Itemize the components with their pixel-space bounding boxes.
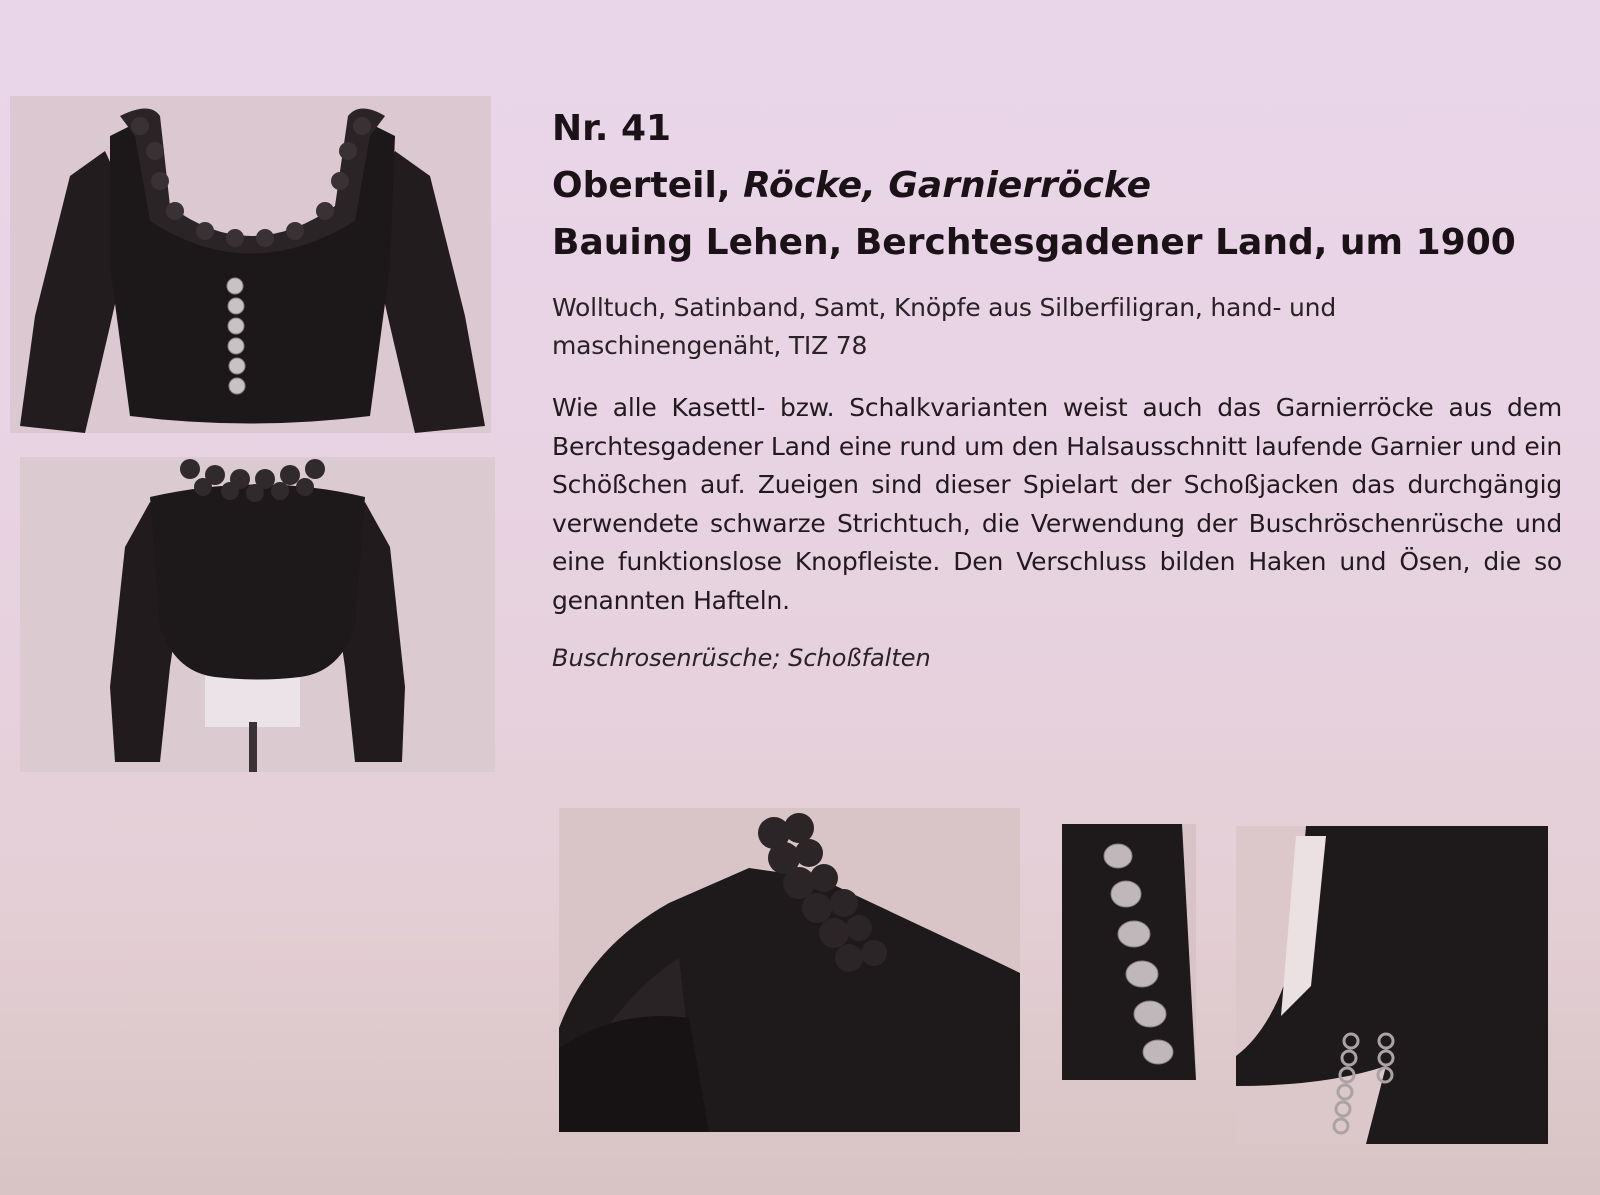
entry-number: Nr. 41 bbox=[552, 108, 672, 149]
photo-button-detail bbox=[1062, 824, 1196, 1080]
jacket-back-image bbox=[20, 457, 495, 772]
entry-title bbox=[552, 157, 1562, 214]
description-text: Wie alle Kasettl- bzw. Schalkvarianten weist auch das Garnierröcke aus dem Berchtesgadener Land eine rund um den Halsausschnitt laufende Garnier und ein Schößchen auf. Zueigen sind dieser Spielart der Schoßjacken das durchgängig verwendete schwarze Strichtuch, die Verwendung der Buschröschenrüsche und eine funktionslose Knopfleiste. Den Verschluss bilden Haken und Ösen, die so genannten Hafteln. bbox=[552, 393, 1562, 615]
photo-jacket-front bbox=[10, 96, 491, 433]
materials-text: Wolltuch, Satinband, Samt, Knöpfe aus Silberfiligran, hand- und maschinengenäht, TIZ 78 bbox=[552, 293, 1336, 360]
title-plain: Oberteil, bbox=[552, 165, 731, 206]
jacket-front-image bbox=[10, 96, 491, 433]
catalog-entry bbox=[552, 100, 1562, 676]
collar-detail-image bbox=[559, 808, 1020, 1132]
title-italic: Röcke, Garnierröcke bbox=[743, 165, 1151, 206]
photo-jacket-back bbox=[20, 457, 495, 772]
entry-origin: Bauing Lehen, Berchtesgadener Land, um 1900 bbox=[552, 222, 1516, 263]
button-detail-image bbox=[1062, 824, 1196, 1080]
photo-collar-detail bbox=[559, 808, 1020, 1132]
hook-detail-image bbox=[1236, 826, 1548, 1144]
photo-hook-detail bbox=[1236, 826, 1548, 1144]
keywords-text: Buschrosenrüsche; Schoßfalten bbox=[552, 644, 931, 672]
